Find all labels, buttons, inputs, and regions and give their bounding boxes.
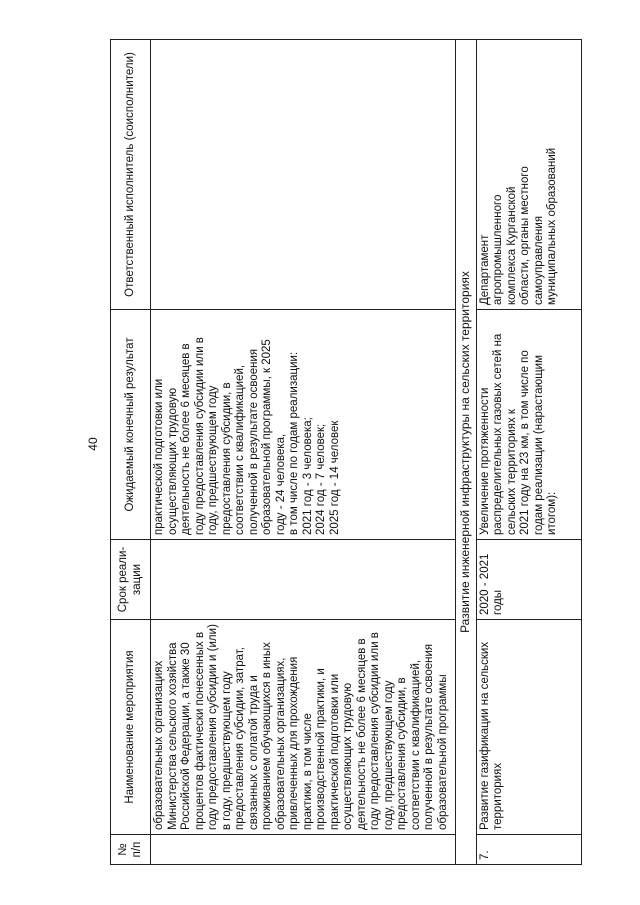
cell-term-cont (151, 540, 456, 620)
text-line: образовательных организациях (153, 660, 165, 830)
text-line: практической подготовки или (328, 673, 341, 830)
text-line: практической подготовки или (153, 378, 165, 535)
cell-result-cont (151, 310, 456, 540)
text-line: предоставления субсидии, в (220, 382, 233, 535)
text-line: осуществляющих трудовую (342, 682, 354, 830)
text-line: деятельность не более 6 месяцев в (355, 638, 368, 830)
cell-num-cont (151, 835, 456, 865)
text-line: деятельность не более 6 месяцев в (180, 343, 192, 535)
text-line: самоуправления (532, 215, 545, 305)
text-line: области, органы местного (519, 166, 531, 305)
text-line: соответствии с квалификацией, (234, 364, 246, 535)
text-line: Российской Федерации, а также 30 (180, 642, 192, 830)
text-line: году - 24 человека, (274, 433, 287, 535)
text-line: распределительных газовых сетей на (492, 333, 504, 535)
text-line: соответствии с квалификацией, (409, 659, 422, 830)
text-line: 2024 год - 7 человек; (315, 423, 327, 535)
text-line: в том числе по годам реализации: (288, 351, 300, 535)
text-line: практики, в том числе (301, 713, 314, 830)
text-line: годам реализации (нарастающим (532, 355, 545, 535)
cell-result-7 (476, 310, 581, 540)
text-line: образовательной программы, к 2025 (261, 339, 273, 535)
text-line: 2020 - 2021 (478, 553, 491, 615)
header-executor: Ответственный исполнитель (соисполнители) (111, 40, 151, 310)
text-line: итогом): (546, 491, 558, 535)
cell-name-cont (151, 620, 456, 835)
text-line: году предоставления субсидии и (или) (207, 624, 219, 830)
text-line: году предоставления субсидии или в (369, 632, 381, 830)
section-title: Развитие инженерной инфраструктуры на сельских территориях (456, 40, 477, 865)
text-line: комплекса Курганской (505, 186, 518, 305)
text-line: сельских территориях к (505, 409, 518, 535)
text-line: предоставления субсидии, затрат, (234, 647, 246, 830)
text-line: году, предшествующем году (382, 680, 395, 830)
text-line: осуществляющих трудовую (166, 387, 179, 535)
text-line: 2025 год - 14 человек (328, 420, 341, 535)
cell-executor-cont (151, 40, 456, 310)
header-num: № п/п (111, 835, 151, 865)
header-name: Наименование мероприятия (111, 620, 151, 835)
text-line: предоставления субсидии, в (396, 677, 408, 830)
text-line: производственной практики, и (315, 668, 327, 830)
text-line: Министерства сельского хозяйства (166, 642, 179, 830)
text-line: году, предшествующем году (207, 385, 219, 535)
text-line: связанных с оплатой труда и (247, 675, 260, 830)
text-line: агропромышленного (492, 194, 504, 305)
cell-num-7: 7. (476, 835, 581, 865)
cell-executor-7 (476, 40, 581, 310)
cell-name-7 (476, 620, 581, 835)
text-line: Увеличение протяженности (478, 387, 491, 535)
text-line: муниципальных образований (546, 147, 558, 305)
text-line: 2021 год - 3 человека; (301, 417, 314, 535)
table-row-continuation (151, 40, 456, 865)
header-row (111, 40, 151, 865)
text-line: процентов фактически понесенных в (193, 631, 206, 830)
text-line: образовательной программы (436, 674, 449, 830)
text-line: году предоставления субсидии или в (193, 337, 206, 535)
text-line: территориях (492, 762, 504, 830)
cell-term-7 (476, 540, 581, 620)
text-line: Департамент (478, 234, 491, 305)
text-line: привлеченных для прохождения (288, 656, 300, 830)
text-line: образовательных организациях, (274, 657, 287, 830)
section-row (456, 40, 477, 865)
text-line: в году, предшествующем году (220, 671, 233, 830)
text-line: полученной в результате освоения (423, 643, 435, 830)
header-term: Срок реали-зации (111, 540, 151, 620)
rotated-table-container (110, 40, 610, 865)
text-line: полученной в результате освоения (247, 348, 260, 535)
events-table (110, 39, 582, 865)
page-number: 40 (86, 437, 100, 451)
header-result: Ожидаемый конечный результат (111, 310, 151, 540)
table-row-7 (476, 40, 581, 865)
text-line: 2021 году на 23 км, в том числе по (519, 350, 531, 535)
text-line: Развитие газификации на сельских (478, 641, 491, 830)
text-line: проживанием обучающихся в иных (261, 642, 273, 830)
text-line: годы (492, 589, 504, 615)
